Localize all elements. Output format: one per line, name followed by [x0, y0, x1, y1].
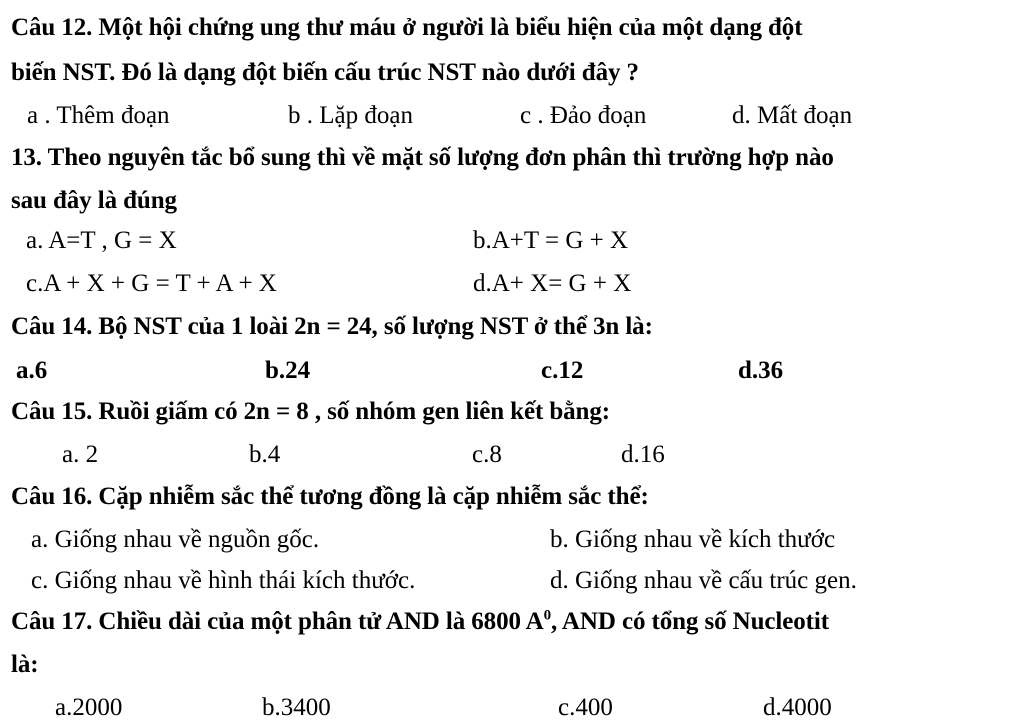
q17-option-d: d.4000	[763, 694, 832, 721]
q13-stem-line1: 13. Theo nguyên tắc bổ sung thì về mặt số lượng đơn phân thì trường hợp nào	[11, 144, 834, 171]
q17-stem-text-end: , AND có tổng số Nucleotit	[551, 608, 829, 635]
q12-stem-line2: biến NST. Đó là dạng đột biến cấu trúc NST nào dưới đây ?	[11, 59, 639, 86]
q16-stem: Câu 16. Cặp nhiễm sắc thể tương đồng là cặp nhiễm sắc thể:	[11, 483, 649, 510]
q17-stem-text: Câu 17. Chiều dài của một phân tử AND là 6800 A	[11, 608, 544, 635]
q13-option-a: a. A=T , G = X	[26, 227, 177, 254]
q16-option-c: c. Giống nhau về hình thái kích thước.	[31, 567, 416, 594]
q14-option-c: c.12	[541, 357, 584, 384]
q17-option-c: c.400	[558, 694, 613, 721]
q13-stem-line2: sau đây là đúng	[11, 187, 177, 214]
q15-option-b: b.4	[249, 441, 281, 468]
q15-option-d: d.16	[621, 441, 665, 468]
q14-option-a: a.6	[16, 357, 48, 384]
q13-option-b: b.A+T = G + X	[473, 227, 629, 254]
q16-option-d: d. Giống nhau về cấu trúc gen.	[550, 567, 857, 594]
q17-stem-line1	[11, 608, 829, 636]
q12-option-b: b . Lặp đoạn	[288, 102, 413, 129]
q12-option-d: d. Mất đoạn	[732, 102, 853, 129]
q16-option-b: b. Giống nhau về kích thước	[550, 526, 836, 553]
q15-stem: Câu 15. Ruồi giấm có 2n = 8 , số nhóm gen liên kết bằng:	[11, 398, 610, 425]
q15-option-c: c.8	[472, 441, 502, 468]
q17-stem-line2: là:	[11, 651, 39, 678]
q14-option-d: d.36	[738, 357, 784, 384]
q16-option-a: a. Giống nhau về nguồn gốc.	[31, 526, 320, 553]
q12-option-a: a . Thêm đoạn	[27, 102, 170, 129]
q14-option-b: b.24	[265, 357, 311, 384]
q15-option-a: a. 2	[62, 441, 99, 468]
cropped-previous-line	[0, 0, 1024, 6]
q17-option-b: b.3400	[262, 694, 331, 721]
angstrom-superscript: 0	[543, 607, 552, 624]
q17-option-a: a.2000	[55, 694, 123, 721]
q13-option-d: d.A+ X= G + X	[473, 270, 632, 297]
q12-stem-line1: Câu 12. Một hội chứng ung thư máu ở người là biểu hiện của một dạng đột	[11, 14, 803, 41]
q12-option-c: c . Đảo đoạn	[520, 102, 647, 129]
q13-option-c: c.A + X + G = T + A + X	[26, 270, 277, 297]
q14-stem: Câu 14. Bộ NST của 1 loài 2n = 24, số lượng NST ở thể 3n là:	[11, 313, 653, 340]
